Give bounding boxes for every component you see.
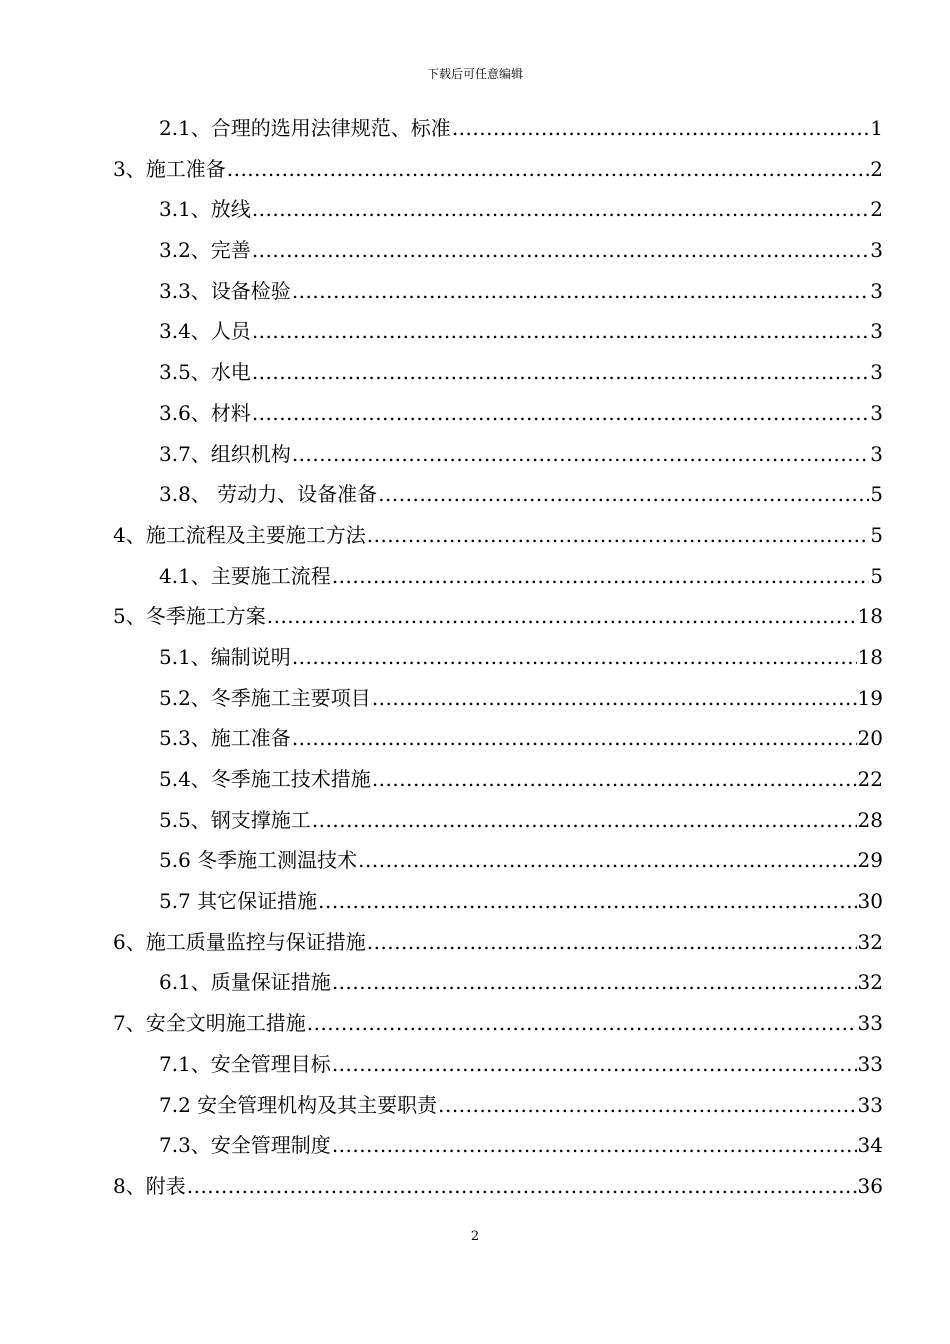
toc-entry[interactable]: [113, 962, 883, 1003]
page-header: 下载后可任意编辑: [426, 67, 523, 81]
toc-entry-page: 3: [870, 238, 883, 263]
toc-dot-leader: [372, 759, 857, 799]
toc-entry-label: 5.3、施工准备: [159, 726, 291, 751]
toc-entry-page: 3: [870, 319, 883, 344]
toc-dot-leader: [292, 637, 857, 677]
toc-entry-page: 18: [857, 644, 883, 669]
toc-entry-label: 3.4、人员: [159, 319, 251, 344]
toc-entry[interactable]: [113, 311, 883, 352]
toc-entry-page: 33: [857, 1051, 883, 1076]
toc-entry-page: 18: [857, 604, 883, 629]
toc-entry-page: 20: [857, 726, 883, 751]
toc-dot-leader: [358, 840, 856, 880]
toc-dot-leader: [332, 1125, 857, 1165]
toc-entry[interactable]: [113, 1166, 883, 1207]
toc-entry-page: 33: [857, 1011, 883, 1036]
toc-dot-leader: [267, 596, 857, 636]
toc-entry[interactable]: [113, 515, 883, 556]
toc-entry-label: 5.1、编制说明: [159, 644, 291, 669]
toc-dot-leader: [292, 718, 857, 758]
toc-entry-label: 3.8、 劳动力、设备准备: [159, 482, 378, 507]
toc-entry[interactable]: [113, 596, 883, 637]
toc-dot-leader: [307, 1003, 857, 1043]
toc-entry-label: 7、安全文明施工措施: [113, 1011, 306, 1036]
toc-entry[interactable]: [113, 800, 883, 841]
toc-entry-page: 3: [870, 441, 883, 466]
toc-entry[interactable]: [113, 1085, 883, 1126]
toc-entry-page: 2: [870, 156, 883, 181]
toc-dot-leader: [187, 1166, 857, 1206]
toc-entry-label: 7.2 安全管理机构及其主要职责: [159, 1092, 438, 1117]
toc-dot-leader: [452, 108, 869, 148]
toc-dot-leader: [367, 922, 857, 962]
toc-entry[interactable]: [113, 718, 883, 759]
toc-entry-label: 3.3、设备检验: [159, 278, 291, 303]
toc-entry-label: 3.5、水电: [159, 360, 251, 385]
toc-entry[interactable]: [113, 881, 883, 922]
toc-entry-label: 5、冬季施工方案: [113, 604, 266, 629]
toc-entry-label: 3.2、完善: [159, 238, 251, 263]
toc-dot-leader: [292, 271, 869, 311]
toc-entry[interactable]: [113, 271, 883, 312]
toc-dot-leader: [378, 474, 869, 514]
toc-entry[interactable]: [113, 189, 883, 230]
toc-entry-label: 5.7 其它保证措施: [159, 889, 318, 914]
toc-dot-leader: [332, 556, 869, 596]
toc-entry-label: 5.2、冬季施工主要项目: [159, 685, 371, 710]
toc-entry-label: 6、施工质量监控与保证措施: [113, 929, 366, 954]
toc-entry-page: 3: [870, 360, 883, 385]
toc-entry[interactable]: [113, 1003, 883, 1044]
toc-entry-page: 36: [857, 1173, 883, 1198]
toc-entry[interactable]: [113, 922, 883, 963]
toc-dot-leader: [252, 393, 869, 433]
toc-dot-leader: [312, 800, 857, 840]
toc-dot-leader: [318, 881, 856, 921]
toc-dot-leader: [292, 434, 869, 474]
toc-entry[interactable]: [113, 759, 883, 800]
toc-entry-page: 29: [857, 848, 883, 873]
toc-entry-page: 32: [857, 970, 883, 995]
toc-entry-label: 3、施工准备: [113, 156, 226, 181]
toc-entry-label: 3.7、组织机构: [159, 441, 291, 466]
toc-entry-page: 5: [870, 482, 883, 507]
toc-entry-page: 28: [857, 807, 883, 832]
toc-entry-page: 3: [870, 278, 883, 303]
toc-entry[interactable]: [113, 840, 883, 881]
toc-entry-page: 1: [870, 116, 883, 140]
toc-dot-leader: [438, 1085, 856, 1125]
toc-entry-page: 3: [870, 400, 883, 425]
toc-dot-leader: [332, 962, 857, 1002]
toc-entry-label: 3.1、放线: [159, 197, 251, 222]
toc-entry-page: 22: [857, 767, 883, 791]
toc-entry-label: 4、施工流程及主要施工方法: [113, 522, 366, 547]
toc-entry-page: 34: [857, 1133, 883, 1158]
toc-dot-leader: [252, 189, 869, 229]
toc-entry-label: 5.6 冬季施工测温技术: [159, 848, 358, 873]
toc-entry-page: 19: [857, 685, 883, 710]
toc-dot-leader: [332, 1044, 857, 1084]
toc-entry-label: 4.1、主要施工流程: [159, 563, 331, 588]
toc-entry-label: 8、附表: [113, 1173, 186, 1198]
toc-entry[interactable]: [113, 434, 883, 475]
toc-entry[interactable]: [113, 637, 883, 678]
table-of-contents: [113, 108, 883, 1207]
toc-entry-label: 6.1、质量保证措施: [159, 970, 331, 995]
toc-dot-leader: [252, 230, 869, 270]
toc-entry[interactable]: [113, 1044, 883, 1085]
toc-dot-leader: [252, 311, 869, 351]
toc-entry[interactable]: [113, 108, 883, 149]
toc-dot-leader: [372, 678, 857, 718]
page-number: 2: [470, 1229, 480, 1244]
toc-entry-page: 5: [870, 563, 883, 588]
toc-entry-label: 3.6、材料: [159, 400, 251, 425]
toc-entry-page: 33: [857, 1092, 883, 1117]
toc-entry[interactable]: [113, 474, 883, 515]
toc-entry-label: 5.4、冬季施工技术措施: [159, 767, 371, 791]
toc-dot-leader: [227, 149, 870, 189]
toc-entry-page: 2: [870, 197, 883, 222]
toc-entry[interactable]: [113, 149, 883, 190]
toc-dot-leader: [252, 352, 869, 392]
toc-entry[interactable]: [113, 1125, 883, 1166]
toc-dot-leader: [367, 515, 870, 555]
toc-entry-label: 7.1、安全管理目标: [159, 1051, 331, 1076]
toc-entry[interactable]: [113, 556, 883, 597]
toc-entry-label: 2.1、合理的选用法律规范、标准: [159, 116, 451, 140]
toc-entry-page: 5: [870, 522, 883, 547]
toc-entry-page: 32: [857, 929, 883, 954]
toc-entry[interactable]: [113, 352, 883, 393]
toc-entry-label: 7.3、安全管理制度: [159, 1133, 331, 1158]
toc-entry-label: 5.5、钢支撑施工: [159, 807, 311, 832]
toc-entry-page: 30: [857, 889, 883, 914]
toc-entry[interactable]: [113, 393, 883, 434]
toc-entry[interactable]: [113, 230, 883, 271]
toc-entry[interactable]: [113, 678, 883, 719]
